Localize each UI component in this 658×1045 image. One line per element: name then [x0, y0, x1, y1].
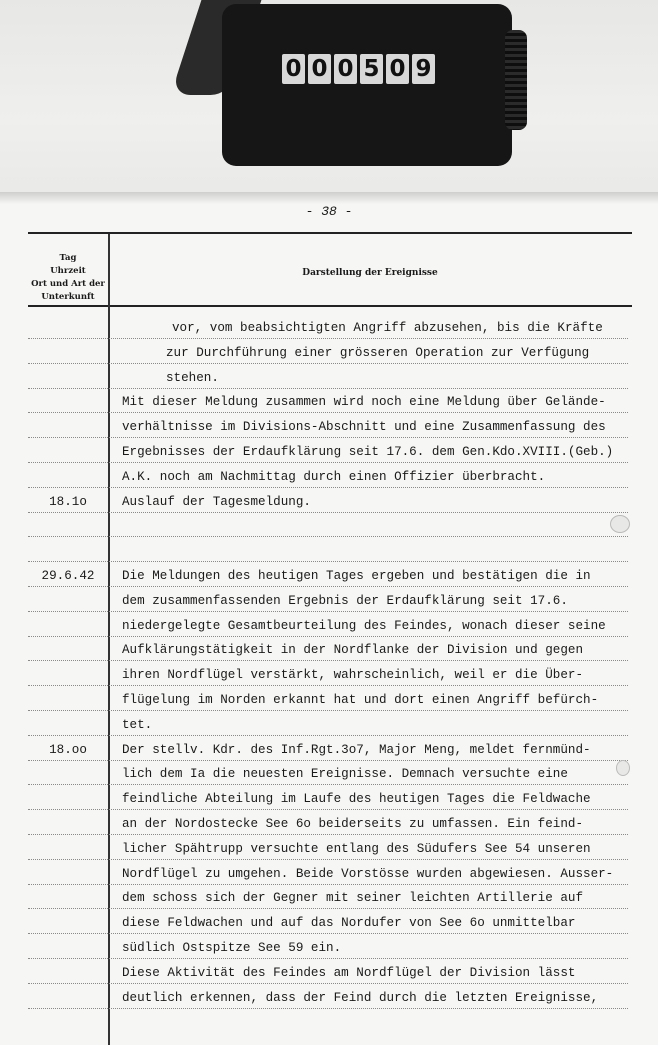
journal-line — [0, 789, 640, 813]
header-bottom-rule — [28, 305, 632, 307]
header-label: Ort und Art der — [31, 279, 105, 289]
ruled-dotted-line — [28, 586, 628, 587]
journal-line — [0, 343, 640, 367]
frame-counter-device — [222, 4, 512, 166]
entry-text: Die Meldungen des heutigen Tages ergeben und bestätigen die in — [122, 569, 591, 583]
journal-line — [0, 888, 640, 912]
ruled-dotted-line — [28, 809, 628, 810]
journal-line — [0, 864, 640, 888]
entry-time: 18.1o — [49, 494, 87, 509]
journal-line — [0, 715, 640, 739]
counter-thumbwheel — [505, 30, 527, 130]
paper-stain — [610, 515, 630, 533]
entry-text: niedergelegte Gesamtbeurteilung des Feindes, wonach dieser seine — [122, 618, 606, 633]
entry-text: verhältnisse im Divisions-Abschnitt und eine Zusammenfassung des — [122, 420, 606, 435]
ruled-dotted-line — [28, 536, 628, 537]
ruled-dotted-line — [28, 611, 628, 612]
ruled-dotted-line — [28, 958, 628, 959]
entry-time: 29.6.42 — [41, 569, 95, 583]
ruled-dotted-line — [28, 933, 628, 934]
journal-line — [0, 368, 640, 392]
journal-line — [0, 764, 640, 788]
journal-line — [0, 541, 640, 565]
counter-digit: 0 — [282, 54, 305, 84]
entry-text: feindliche Abteilung im Laufe des heutigen Tages die Feldwache — [122, 792, 591, 807]
entry-text: stehen. — [166, 370, 219, 385]
counter-digit: 9 — [412, 54, 435, 84]
ruled-dotted-line — [28, 388, 628, 389]
journal-line — [0, 591, 640, 615]
entry-text: ihren Nordflügel verstärkt, wahrscheinlich, weil er die Über- — [122, 668, 584, 683]
entry-text: an der Nordostecke See 6o beiderseits zu umfassen. Ein feind- — [122, 817, 584, 831]
journal-line — [0, 814, 640, 838]
ruled-dotted-line — [28, 660, 628, 661]
journal-line — [0, 417, 640, 441]
header-date-column — [28, 252, 108, 304]
header-label: Unterkunft — [41, 292, 95, 302]
ruled-dotted-line — [28, 636, 628, 637]
entry-text: Der stellv. Kdr. des Inf.Rgt.3o7, Major Meng, meldet fernmünd- — [122, 742, 591, 757]
journal-line — [0, 690, 640, 714]
ruled-dotted-line — [28, 437, 628, 438]
counter-digit: 5 — [360, 54, 383, 84]
journal-line — [0, 988, 640, 1012]
entry-text: flügelung im Norden erkannt hat und dort einen Angriff befürch- — [122, 693, 599, 707]
ruled-dotted-line — [28, 512, 628, 513]
ruled-dotted-line — [28, 908, 628, 909]
page-top-edge — [0, 192, 658, 204]
journal-line — [0, 938, 640, 962]
entry-text: vor, vom beabsichtigten Angriff abzusehen, bis die Kräfte — [172, 321, 603, 335]
entry-text: Auslauf der Tagesmeldung. — [122, 494, 311, 509]
entry-text: A.K. noch am Nachmittag durch einen Offizier überbracht. — [122, 469, 546, 484]
journal-line — [0, 318, 640, 342]
ruled-dotted-line — [28, 487, 628, 488]
ruled-dotted-line — [28, 338, 628, 339]
table-top-rule — [28, 232, 632, 234]
journal-line — [0, 913, 640, 937]
entry-text: Ergebnisses der Erdaufklärung seit 17.6. dem Gen.Kdo.XVIII.(Geb.) — [122, 445, 614, 459]
entry-time: 18.oo — [49, 742, 87, 757]
journal-line — [0, 392, 640, 416]
ruled-dotted-line — [28, 884, 628, 885]
journal-line — [0, 963, 640, 987]
journal-line — [0, 566, 640, 590]
journal-line — [0, 740, 640, 764]
ruled-dotted-line — [28, 834, 628, 835]
counter-display — [282, 54, 435, 84]
ruled-dotted-line — [28, 710, 628, 711]
ruled-dotted-line — [28, 462, 628, 463]
journal-line — [0, 492, 640, 516]
page-number: - 38 - — [305, 204, 353, 219]
header-label: Tag — [59, 253, 77, 263]
ruled-dotted-line — [28, 735, 628, 736]
entry-text: lich dem Ia die neuesten Ereignisse. Demnach versuchte eine — [122, 767, 568, 782]
entry-text: deutlich erkennen, dass der Feind durch die letzten Ereignisse, — [122, 990, 599, 1005]
entry-text: südlich Ostspitze See 59 ein. — [122, 941, 342, 955]
journal-line — [0, 616, 640, 640]
entry-text: dem zusammenfassenden Ergebnis der Erdaufklärung seit 17.6. — [122, 593, 568, 608]
ruled-dotted-line — [28, 760, 628, 761]
ruled-dotted-line — [28, 784, 628, 785]
entry-text: Mit dieser Meldung zusammen wird noch eine Meldung über Gelände- — [122, 395, 606, 410]
header-events-column: Darstellung der Ereignisse — [302, 268, 438, 278]
entry-text: Aufklärungstätigkeit in der Nordflanke der Division und gegen — [122, 643, 584, 658]
entry-text: diese Feldwachen und auf das Nordufer von See 6o unmittelbar — [122, 916, 576, 931]
ruled-dotted-line — [28, 685, 628, 686]
journal-line — [0, 665, 640, 689]
header-label: Uhrzeit — [50, 266, 86, 276]
entry-text: licher Spähtrupp versuchte entlang des Südufers See 54 unseren — [122, 841, 591, 856]
entry-text: dem schoss sich der Gegner mit seiner leichten Artillerie auf — [122, 891, 584, 906]
ruled-dotted-line — [28, 412, 628, 413]
journal-line — [0, 467, 640, 491]
entry-text: tet. — [122, 717, 153, 732]
journal-line — [0, 640, 640, 664]
ruled-dotted-line — [28, 983, 628, 984]
ruled-dotted-line — [28, 1008, 628, 1009]
ruled-dotted-line — [28, 363, 628, 364]
entry-text: Diese Aktivität des Feindes am Nordflügel der Division lässt — [122, 965, 576, 980]
counter-digit: 0 — [386, 54, 409, 84]
entry-text: zur Durchführung einer grösseren Operation zur Verfügung — [166, 345, 590, 360]
paper-stain — [616, 760, 630, 776]
ruled-dotted-line — [28, 859, 628, 860]
journal-line — [0, 442, 640, 466]
counter-digit: 0 — [334, 54, 357, 84]
entry-text: Nordflügel zu umgehen. Beide Vorstösse wurden abgewiesen. Ausser- — [122, 866, 614, 881]
journal-line — [0, 839, 640, 863]
counter-digit: 0 — [308, 54, 331, 84]
journal-line — [0, 516, 640, 540]
ruled-dotted-line — [28, 561, 628, 562]
